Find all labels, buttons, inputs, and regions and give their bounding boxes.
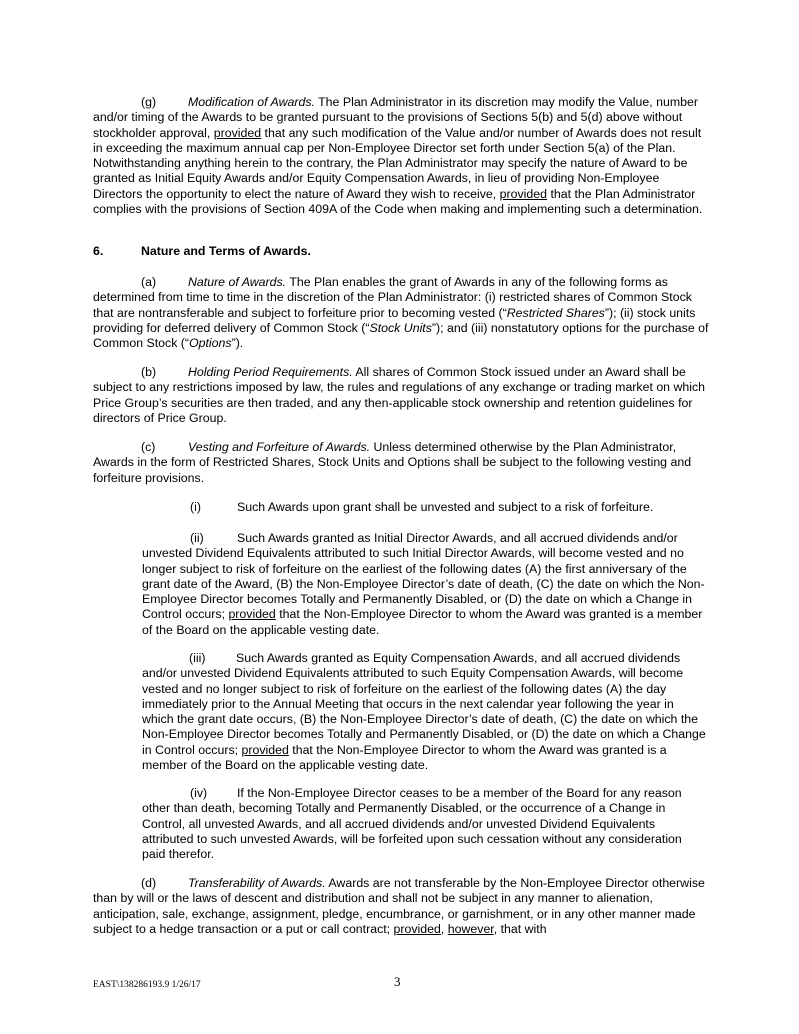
section-6c-ii-paragraph (142, 531, 708, 638)
section-5g-title: Modification of Awards. (188, 95, 315, 109)
section-6-title: Nature and Terms of Awards. (141, 244, 311, 258)
section-5g-text: that the Plan Administrator complies with the provisions of Section 409A of the Code when making and implementing such a determination. (93, 186, 703, 217)
section-6c-i-paragraph (142, 500, 708, 515)
provided-term: provided (241, 742, 289, 757)
section-6c-iii-label: (iii) (189, 651, 206, 665)
section-6c-text: Unless determined otherwise by the Plan Administrator, Awards in the form of Restricted Shares, Stock Units and Options shall be subject to the following vesting and forfeiture provisions. (93, 440, 692, 485)
section-6b-paragraph (93, 365, 711, 426)
section-6c-iii-text: Such Awards granted as Equity Compensation Awards, and all accrued dividends and/or unvested Dividend Equivalents attributed to such Equity Compensation Awards, will become vested and no longer subject to risk of forfeiture on the earliest of the following dates (A) the day immediately prior to the Annual Meeting that occurs in the next calendar year following the year in which the grant date occurs, (B) the Non-Employee Director’s date of death, (C) the date on which the Non-Employee Director becomes Totally and Permanently Disabled, or (D) the date on which a Change in Control occurs; (142, 651, 706, 757)
section-6a-title: Nature of Awards. (188, 275, 287, 289)
stock-units-term: Stock Units (369, 320, 432, 335)
section-6a-text: ”); and (iii) nonstatutory options for the purchase of Common Stock (“ (93, 320, 709, 351)
section-5g-label: (g) (141, 95, 157, 109)
section-6b-title: Holding Period Requirements. (188, 365, 353, 379)
section-6c-paragraph (93, 440, 711, 486)
footer-document-id: EAST\138286193.9 1/26/17 (93, 980, 201, 990)
section-6b-label: (b) (141, 365, 157, 379)
section-6d-text: , that with (493, 921, 547, 936)
section-6a-label: (a) (141, 275, 157, 289)
provided-term: provided (228, 607, 276, 622)
provided-term: provided (213, 125, 262, 140)
page-number: 3 (394, 974, 401, 989)
section-6d-title: Transferability of Awards. (188, 876, 326, 890)
section-6a-paragraph (93, 275, 711, 351)
section-6c-ii-label: (ii) (190, 531, 204, 545)
section-6-number: 6. (93, 244, 104, 258)
section-6d-text: Awards are not transferable by the Non-Employee Director otherwise than by will or the laws of descent and distribution and shall not be subject in any manner to alienation, anticipation, sale, exchange, assignment, pledge, encumbrance, or garnishment, or in any other manner made subject to a hedge transaction or a put or call contract; (93, 876, 705, 936)
section-6c-label: (c) (141, 440, 156, 454)
section-6d-label: (d) (141, 876, 157, 890)
section-5g-paragraph (93, 95, 711, 217)
section-6c-title: Vesting and Forfeiture of Awards. (188, 440, 371, 454)
section-6c-ii-text: Such Awards granted as Initial Director Awards, and all accrued dividends and/or unvested Dividend Equivalents attributed to such Initial Director Awards, will become vested and no longer subject to risk of forfeiture on the earliest of the following dates (A) the first anniversary of the grant date of the Award, (B) the Non-Employee Director’s date of death, (C) the date on which the Non-Employee Director becomes Totally and Permanently Disabled, or (D) the date on which a Change in Control occurs; (142, 531, 705, 622)
section-6c-i-label: (i) (190, 500, 201, 514)
section-6c-iv-paragraph (142, 786, 708, 862)
section-5g-text: that any such modification of the Value and/or number of Awards does not result in exceeding the maximum annual cap per Non-Employee Director set forth under Section 5(a) of the Plan. Notwithstanding anything herein to the contrary, the Plan Administrator may specify the nature of Award to be granted as Initial Equity Awards and/or Equity Compensation Awards, in lieu of providing Non-Employee Directors the opportunity to elect the nature of Award they wish to receive, (93, 125, 702, 201)
section-6d-text: , (440, 921, 448, 936)
options-term: Options (189, 336, 232, 351)
section-6a-text: ”); (ii) stock units providing for deferred delivery of Common Stock (“ (93, 305, 696, 335)
section-6a-text: The Plan enables the grant of Awards in any of the following forms as determined from time to time in the discretion of the Plan Administrator: (i) restricted shares of Common Stock that are nontransferable and subject to forfeiture prior to becoming vested (“ (93, 275, 692, 320)
section-6c-ii-text: that the Non-Employee Director to whom the Award was granted is a member of the Board on the applicable vesting date. (142, 607, 703, 637)
section-6d-paragraph (93, 876, 711, 937)
provided-term: provided (393, 921, 441, 936)
section-6c-iii-paragraph (142, 651, 708, 773)
provided-term: provided (499, 186, 548, 201)
section-6c-iv-label: (iv) (190, 786, 208, 800)
restricted-shares-term: Restricted Shares (506, 305, 605, 320)
section-6a-text: ”). (231, 336, 244, 351)
section-6-heading (93, 244, 711, 259)
section-6c-i-text: Such Awards upon grant shall be unvested and subject to a risk of forfeiture. (237, 500, 654, 514)
section-6b-text: All shares of Common Stock issued under an Award shall be subject to any restrictions imposed by law, the rules and regulations of any exchange or trading market on which Price Group’s securities are then traded, and any then-applicable stock ownership and retention guidelines for directors of Price Group. (93, 365, 706, 425)
however-term: however (447, 921, 494, 936)
section-5g-text: The Plan Administrator in its discretion may modify the Value, number and/or timing of the Awards to be granted pursuant to the provisions of Sections 5(b) and 5(d) above without stockholder approval, (93, 95, 698, 140)
section-6c-iv-text: If the Non-Employee Director ceases to be a member of the Board for any reason other than death, becoming Totally and Permanently Disabled, or the occurrence of a Change in Control, all unvested Awards, and all accrued dividends and/or unvested Dividend Equivalents attributed to such unvested Awards, will be forfeited upon such cessation without any consideration paid therefor. (142, 786, 682, 862)
section-6c-iii-text: that the Non-Employee Director to whom the Award was granted is a member of the Board on the applicable vesting date. (142, 742, 667, 773)
